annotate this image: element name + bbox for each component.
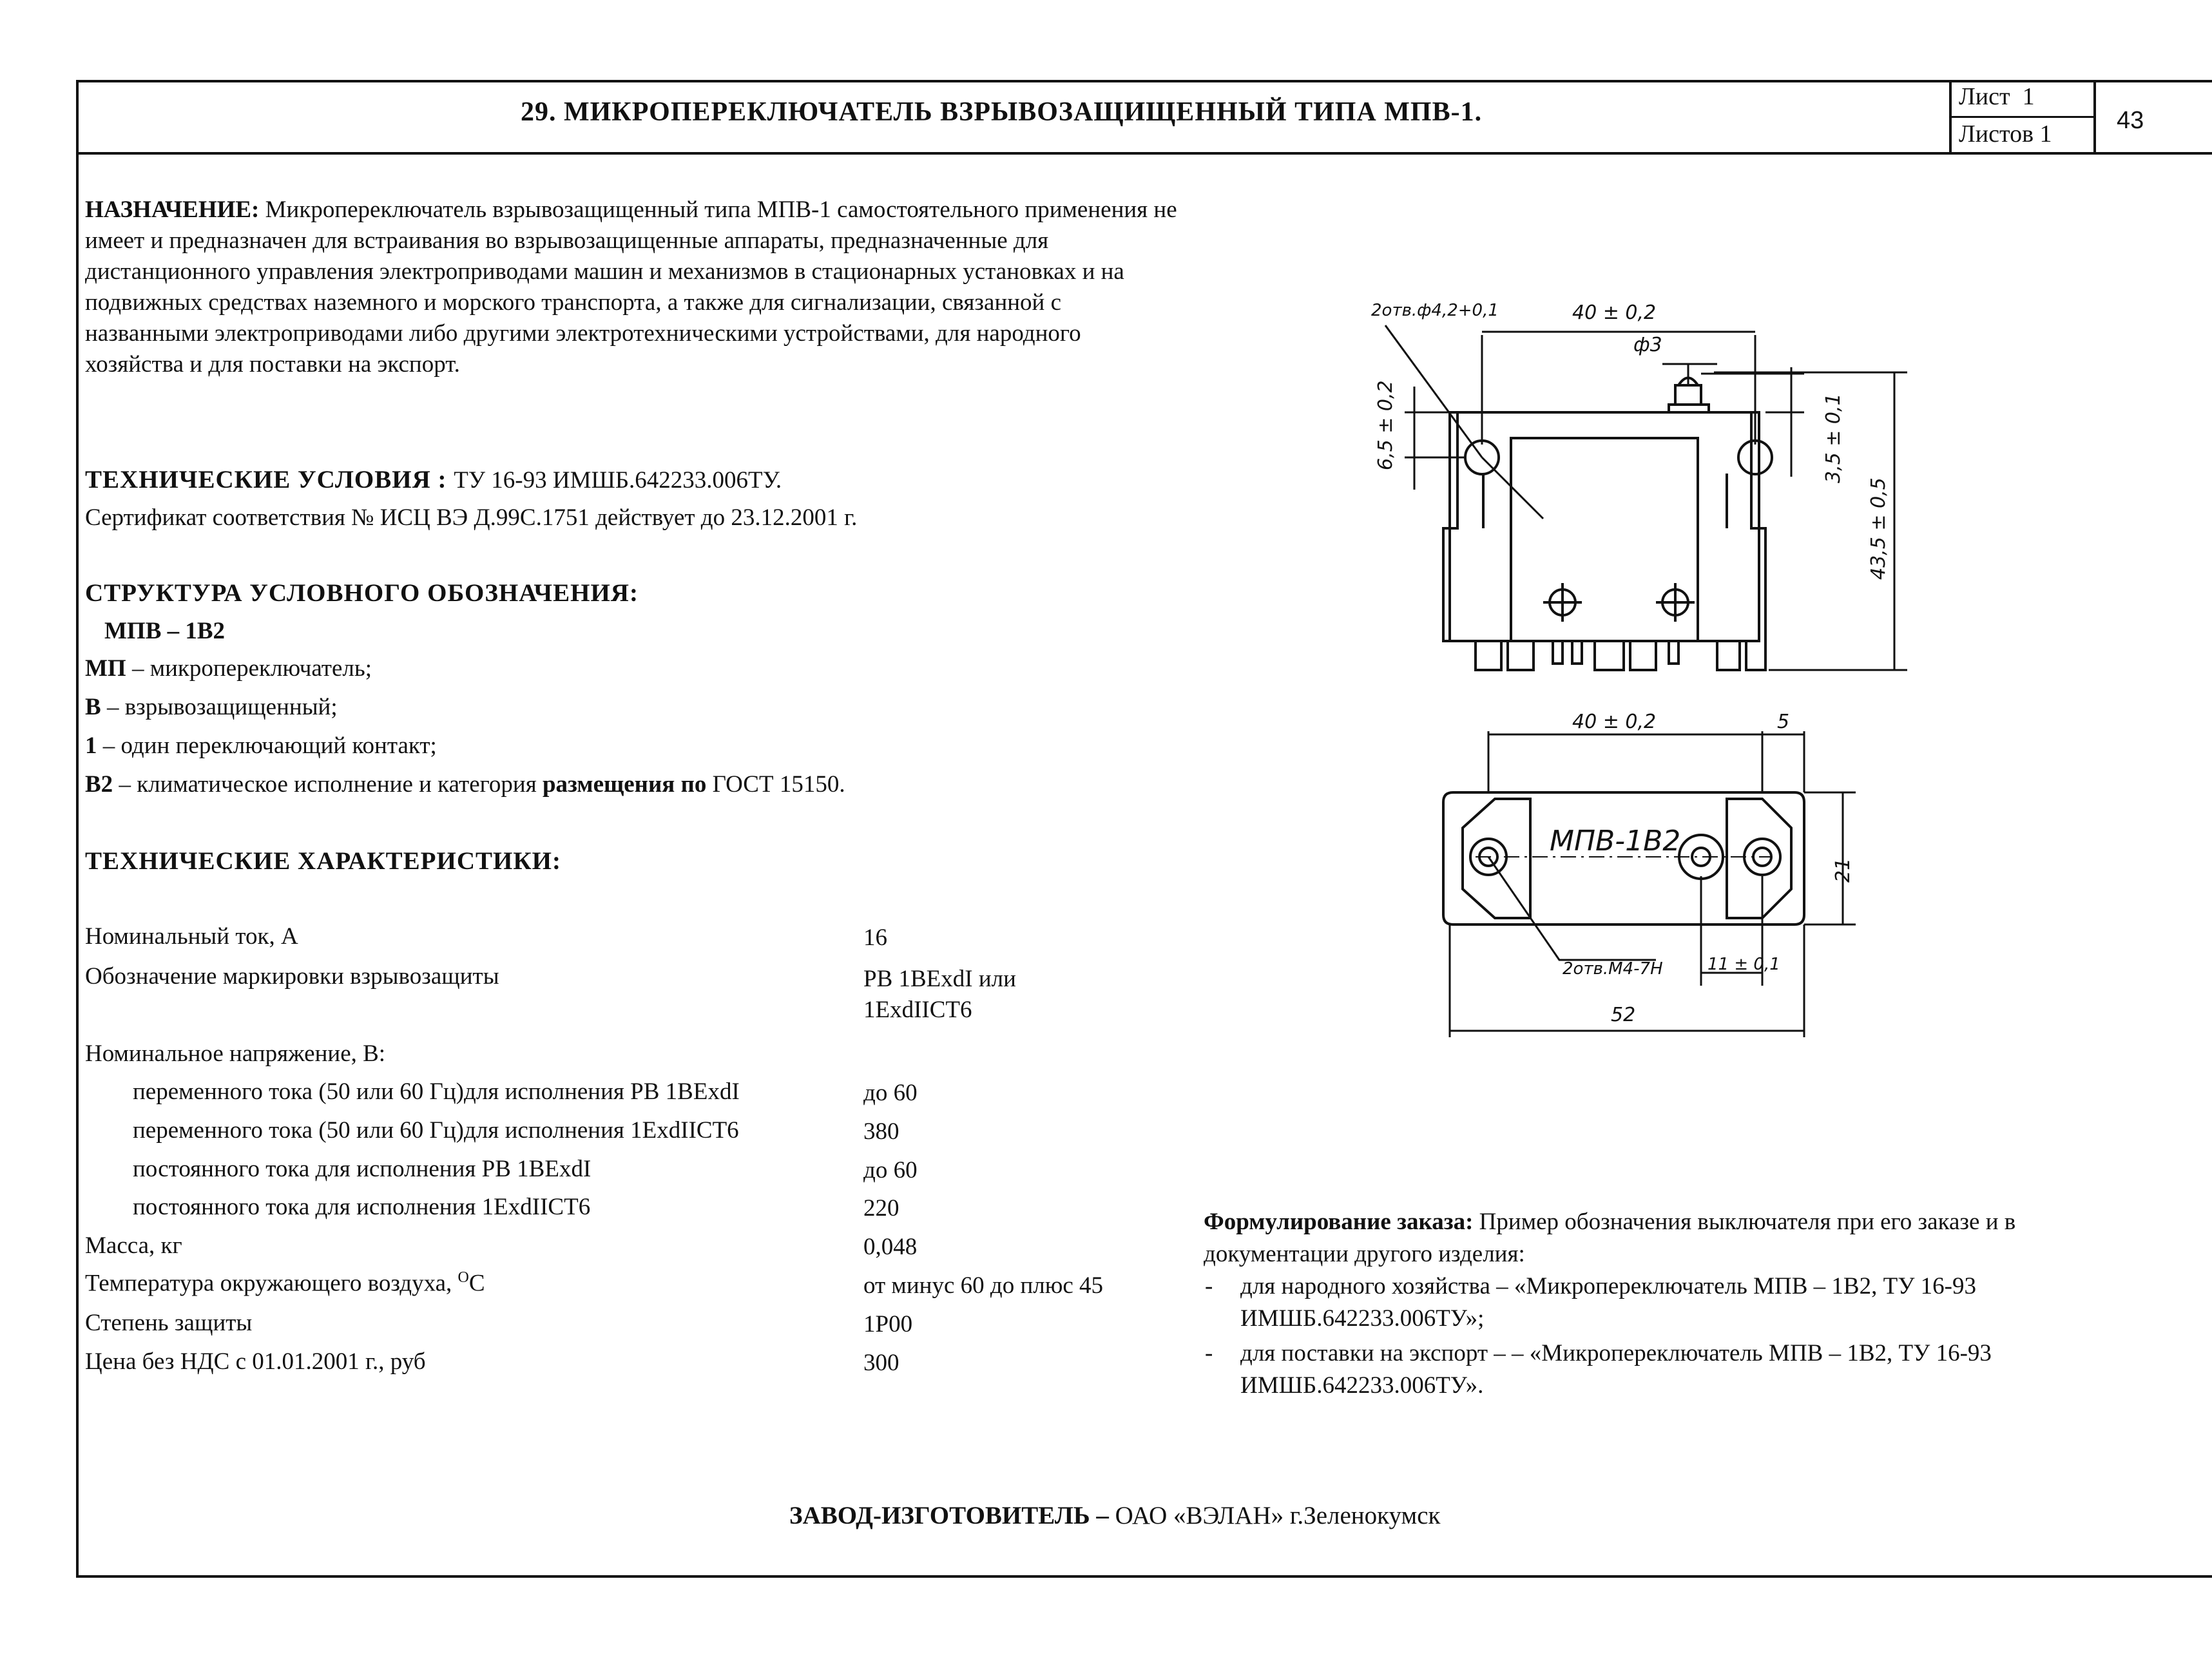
- sheet-value: 1: [2022, 83, 2035, 110]
- spec-label: постоянного тока для исполнения 1ExdIICT6: [133, 1194, 591, 1220]
- spec-label: Номинальный ток, А: [85, 923, 298, 950]
- order-item-line: ИМШБ.642233.006ТУ».: [1240, 1372, 1484, 1399]
- structure-key: В: [85, 694, 101, 720]
- structure-text: – один переключающий контакт;: [97, 733, 437, 759]
- order-text: Пример обозначения выключателя при его заказе и в документации другого изделия:: [1204, 1209, 2016, 1267]
- actuator-pin: [1675, 385, 1701, 405]
- order-item-line: ИМШБ.642233.006ТУ»;: [1240, 1305, 1485, 1332]
- thread-leader: [1488, 857, 1656, 960]
- manufacturer-text: ОАО «ВЭЛАН» г.Зеленокумск: [1108, 1502, 1441, 1529]
- structure-key: МП: [85, 655, 126, 682]
- bottom-view: [1443, 731, 1856, 1037]
- spec-label: постоянного тока для исполнения РВ 1ВExdI: [133, 1156, 591, 1182]
- spec-value: 0,048: [863, 1234, 918, 1260]
- dim-bottom-height: 21: [1832, 857, 1854, 883]
- order-item-dash: -: [1205, 1340, 1213, 1366]
- spec-value: 220: [863, 1195, 899, 1221]
- tech-conditions-label: ТЕХНИЧЕСКИЕ УСЛОВИЯ :: [85, 466, 447, 493]
- bottom-right-pad: [1727, 799, 1791, 918]
- dim-edge: 5: [1777, 711, 1790, 733]
- hole-leader: [1385, 325, 1482, 457]
- dim-pin-height: 3,5 ± 0,1: [1822, 393, 1845, 483]
- structure-code: МПВ – 1В2: [104, 618, 226, 644]
- structure-bold: размещения по: [542, 771, 707, 798]
- terminals: [1476, 641, 1765, 670]
- spec-label-unit: С: [468, 1270, 485, 1297]
- spec-label: Обозначение маркировки взрывозащиты: [85, 963, 499, 990]
- spec-value-line: РВ 1ВExdI или: [863, 966, 1016, 992]
- structure-key: В2: [85, 771, 113, 798]
- tech-conditions-value: ТУ 16-93 ИМШБ.642233.006ТУ.: [454, 467, 782, 493]
- spec-value: до 60: [863, 1157, 918, 1183]
- structure-key: 1: [85, 733, 97, 759]
- structure-tail: ГОСТ 15150.: [706, 771, 845, 798]
- bottom-width-dim: [1488, 731, 1804, 792]
- specs-heading: ТЕХНИЧЕСКИЕ ХАРАКТЕРИСТИКИ:: [85, 847, 561, 875]
- product-marking: МПВ-1В2: [1550, 825, 1681, 857]
- mount-hole-right: [1738, 441, 1772, 474]
- crosshair-left: [1543, 583, 1582, 622]
- order-item-dash: -: [1205, 1273, 1213, 1299]
- sheets-value: 1: [2039, 120, 2052, 148]
- spec-value: 16: [863, 924, 887, 951]
- dim-bottom-width: 40 ± 0,2: [1572, 711, 1657, 733]
- certificate-line: Сертификат соответствия № ИСЦ ВЭ Д.99С.1751 действует до 23.12.2001 г.: [85, 504, 858, 531]
- dim-left-offset: 6,5 ± 0,2: [1374, 380, 1397, 470]
- dim-holes: 2отв.ф4,2+0,1: [1371, 301, 1499, 320]
- structure-text: – микропереключатель;: [126, 655, 372, 682]
- order-item-line: для народного хозяйства – «Микропереключатель МПВ – 1В2, ТУ 16-93: [1240, 1273, 1976, 1299]
- page-number: 43: [2117, 107, 2144, 134]
- purpose-label: НАЗНАЧЕНИЕ:: [85, 196, 260, 223]
- switch-housing: [1511, 438, 1698, 641]
- top-view: [1385, 325, 1907, 670]
- spec-value: 300: [863, 1350, 899, 1376]
- structure-text: – климатическое исполнение и категория: [113, 771, 543, 798]
- sheets-label: Листов: [1959, 120, 2034, 148]
- spec-value-line: 1ExdIICT6: [863, 997, 972, 1023]
- crosshair-right: [1656, 583, 1695, 622]
- spec-label: Масса, кг: [85, 1232, 182, 1259]
- spec-label: Цена без НДС с 01.01.2001 г., руб: [85, 1348, 426, 1375]
- structure-heading: СТРУКТУРА УСЛОВНОГО ОБОЗНАЧЕНИЯ:: [85, 579, 639, 607]
- dim-pin: ф3: [1633, 334, 1662, 356]
- order-item-line: для поставки на экспорт – – «Микропереключатель МПВ – 1В2, ТУ 16-93: [1240, 1340, 1992, 1366]
- sheet-label: Лист: [1959, 83, 2010, 110]
- dim-width: 40 ± 0,2: [1572, 302, 1657, 324]
- order-label: Формулирование заказа:: [1204, 1209, 1474, 1235]
- spec-value: до 60: [863, 1080, 918, 1106]
- spec-label: Номинальное напряжение, В:: [85, 1040, 386, 1067]
- title-number: 29.: [521, 97, 557, 127]
- dim-thread: 2отв.М4-7Н: [1563, 959, 1663, 979]
- spec-value: от минус 60 до плюс 45: [863, 1272, 1104, 1299]
- purpose-text: Микропереключатель взрывозащищенный типа МПВ-1 самостоятельного применения не имеет и предназначен для встраивания во взрывозащищенные аппараты, предназначенные для дистанционного управления электроприводами машин и механизмов в стационарных установках и на подвижных средствах наземного и морского транспорта, а также для сигнализации, связанной с названными электроприводами либо другими электротехническими устройствами, для народного хозяйства и для поставки на экспорт.: [85, 196, 1177, 378]
- spec-label-text: Температура окружающего воздуха,: [85, 1270, 458, 1297]
- dim-height: 43,5 ± 0,5: [1867, 477, 1890, 580]
- spec-value: 380: [863, 1118, 899, 1145]
- hole-leader-diag: [1482, 457, 1543, 519]
- actuator-base: [1669, 405, 1709, 412]
- width-dim: [1482, 332, 1755, 445]
- spec-value: 1Р00: [863, 1311, 913, 1337]
- degree-sup: О: [457, 1269, 469, 1286]
- title-text: МИКРОПЕРЕКЛЮЧАТЕЛЬ ВЗРЫВОЗАЩИЩЕННЫЙ ТИПА МПВ-1.: [564, 97, 1483, 127]
- dim-total: 52: [1611, 1004, 1636, 1026]
- manufacturer-label: ЗАВОД-ИЗГОТОВИТЕЛЬ –: [789, 1502, 1109, 1529]
- dim-offset: 11 ± 0,1: [1707, 955, 1780, 974]
- spec-label: переменного тока (50 или 60 Гц)для исполнения РВ 1ВExdI: [133, 1078, 740, 1105]
- structure-text: – взрывозащищенный;: [101, 694, 338, 720]
- spec-label: переменного тока (50 или 60 Гц)для исполнения 1ExdIICT6: [133, 1117, 739, 1144]
- spec-label: Степень защиты: [85, 1310, 253, 1336]
